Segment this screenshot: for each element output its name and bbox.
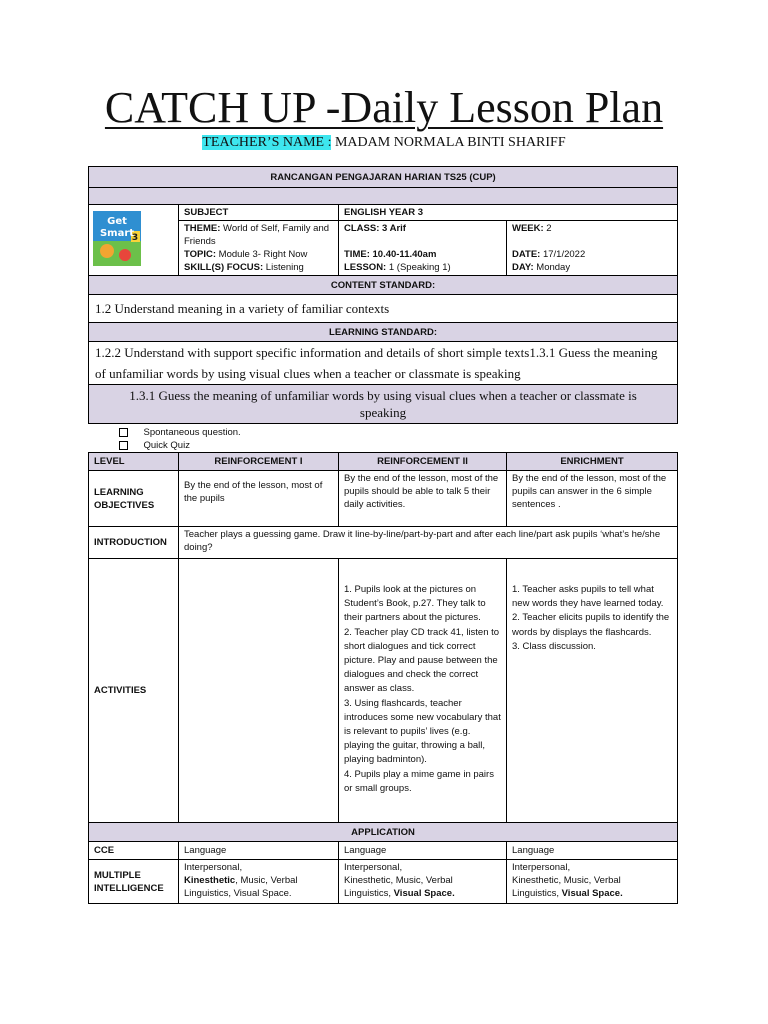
assessment-item	[119, 426, 678, 439]
checkbox-icon	[119, 428, 128, 437]
mi-prefix: Linguistics,	[344, 888, 394, 899]
cce-en: Language	[507, 842, 678, 860]
activity-step: 3. Class discussion.	[512, 640, 596, 652]
highlight-standard: 1.3.1 Guess the meaning of unfamiliar words by using visual clues when a teacher or classmate is speaking	[89, 385, 678, 424]
assessment-text: Spontaneous question.	[143, 427, 241, 438]
time-label: TIME:	[344, 249, 370, 260]
teacher-name: MADAM NORMALA BINTI SHARIFF	[334, 135, 566, 150]
activity-step: 1. Teacher asks pupils to tell what new words they have learned today.	[512, 584, 664, 610]
mi-kinesthetic: Kinesthetic	[344, 875, 391, 886]
lesson-plan-table	[88, 166, 678, 904]
mi-visual: Visual Space.	[561, 888, 623, 899]
svg-text:Get: Get	[107, 215, 127, 227]
class-value: 3 Arif	[379, 223, 406, 234]
theme-cell	[179, 221, 339, 249]
activity-step: 2. Teacher elicits pupils to identify the words by displays the flashcards.	[512, 612, 670, 638]
class-cell	[339, 221, 507, 249]
lesson-plan-sheet	[88, 166, 677, 904]
mi-line: Interpersonal,	[184, 862, 243, 873]
level-header: LEVEL	[89, 453, 179, 471]
cce-r2: Language	[339, 842, 507, 860]
objectives-r2: By the end of the lesson, most of the pupils should be able to talk 5 their daily activities.	[339, 471, 507, 527]
learning-standard-text: 1.2.2 Understand with support specific information and details of short simple texts1.3.1 Guess the meaning of unfamiliar words by using visual clues when a teacher or classmate is speaking	[89, 342, 678, 385]
mi-kinesthetic: Kinesthetic	[184, 875, 236, 886]
enrichment-header: ENRICHMENT	[507, 453, 678, 471]
lesson-label: LESSON:	[344, 262, 387, 273]
cce-label: CCE	[89, 842, 179, 860]
introduction-text: Teacher plays a guessing game. Draw it line-by-line/part-by-part and after each line/part ask pupils ‘what’s he/she doing?	[179, 527, 678, 559]
week-value: 2	[543, 223, 552, 234]
activities-r1	[179, 559, 339, 823]
activity-step: 4. Pupils play a mime game in pairs or small groups.	[344, 768, 494, 794]
day-cell	[507, 261, 678, 276]
mi-line	[512, 874, 672, 887]
mi-label: MULTIPLE INTELLIGENCE	[89, 860, 179, 904]
mi-rest: , Music, Verbal	[558, 875, 621, 886]
date-value: 17/1/2022	[540, 249, 586, 260]
mi-r1	[179, 860, 339, 904]
svg-text:3: 3	[131, 232, 139, 243]
activity-step: 1. Pupils look at the pictures on Student’s Book, p.27. They talk to their partners about the pictures.	[344, 584, 486, 624]
cce-r1: Language	[179, 842, 339, 860]
activity-step: 2. Teacher play CD track 41, listen to short dialogues and tick correct picture. Play and pause between the dialogues and check the correct answer as class.	[344, 626, 500, 695]
date-cell	[507, 248, 678, 261]
reinforcement-2-header: REINFORCEMENT II	[339, 453, 507, 471]
theme-label: THEME:	[184, 223, 221, 234]
topic-cell	[179, 248, 339, 261]
lesson-cell	[339, 261, 507, 276]
content-standard-text: 1.2 Understand meaning in a variety of familiar contexts	[89, 295, 678, 323]
mi-line: Linguistics, Visual Space.	[184, 888, 292, 899]
svg-text:Smart: Smart	[99, 227, 135, 239]
week-label: WEEK:	[512, 223, 544, 234]
objectives-label: LEARNING OBJECTIVES	[89, 471, 179, 527]
day-value: Monday	[533, 262, 571, 273]
mi-kinesthetic: Kinesthetic	[512, 875, 559, 886]
objectives-en: By the end of the lesson, most of the pupils can answer in the 6 simple sentences .	[507, 471, 678, 527]
topic-label: TOPIC:	[184, 249, 217, 260]
activities-label: ACTIVITIES	[89, 559, 179, 823]
activity-step: 3. Using flashcards, teacher introduces some new vocabulary that is relevant to pupils’ lives (e.g. playing the guitar, throwing a ball, playing badminton).	[344, 697, 501, 766]
application-label: APPLICATION	[89, 823, 678, 842]
theme-value: World of Self, Family and Friends	[184, 223, 330, 247]
mi-line	[184, 874, 333, 887]
introduction-label: INTRODUCTION	[89, 527, 179, 559]
skill-value: Listening	[263, 262, 304, 273]
mi-prefix: Linguistics,	[512, 888, 562, 899]
date-label: DATE:	[512, 249, 541, 260]
teacher-line	[0, 134, 768, 152]
mi-en	[507, 860, 678, 904]
teacher-label: TEACHER’S NAME :	[202, 135, 332, 150]
mi-line	[344, 887, 501, 900]
mi-line	[512, 887, 672, 900]
subject-value: ENGLISH YEAR 3	[339, 205, 678, 221]
blank-band	[89, 188, 678, 205]
document-title: CATCH UP -Daily Lesson Plan	[104, 83, 664, 132]
class-label: CLASS:	[344, 223, 380, 234]
activities-r2	[339, 559, 507, 823]
skill-label: SKILL(S) FOCUS:	[184, 262, 264, 273]
objectives-r1: By the end of the lesson, most of the pupils	[179, 471, 339, 527]
plan-header: RANCANGAN PENGAJARAN HARIAN TS25 (CUP)	[89, 167, 678, 188]
reinforcement-1-header: REINFORCEMENT I	[179, 453, 339, 471]
day-label: DAY:	[512, 262, 534, 273]
book-cover-image	[93, 211, 141, 266]
book-cover-cell	[89, 205, 179, 276]
time-value: 10.40-11.40am	[369, 249, 437, 260]
lesson-value: 1 (Speaking 1)	[386, 262, 451, 273]
skill-cell	[179, 261, 339, 276]
mi-rest: , Music, Verbal	[235, 875, 298, 886]
mi-line: Interpersonal,	[512, 862, 571, 873]
content-standard-label: CONTENT STANDARD:	[89, 276, 678, 295]
assessment-text: Quick Quiz	[143, 440, 190, 451]
assessment-list	[89, 424, 678, 453]
time-cell	[339, 248, 507, 261]
topic-value: Module 3- Right Now	[216, 249, 308, 260]
mi-rest: , Music, Verbal	[390, 875, 453, 886]
mi-line	[344, 874, 501, 887]
checkbox-icon	[119, 441, 128, 450]
mi-r2	[339, 860, 507, 904]
subject-label: SUBJECT	[179, 205, 339, 221]
assessment-item	[119, 439, 678, 452]
mi-line: Interpersonal,	[344, 862, 403, 873]
week-cell	[507, 221, 678, 249]
learning-standard-label: LEARNING STANDARD:	[89, 323, 678, 342]
activities-en	[507, 559, 678, 823]
mi-visual: Visual Space.	[393, 888, 455, 899]
